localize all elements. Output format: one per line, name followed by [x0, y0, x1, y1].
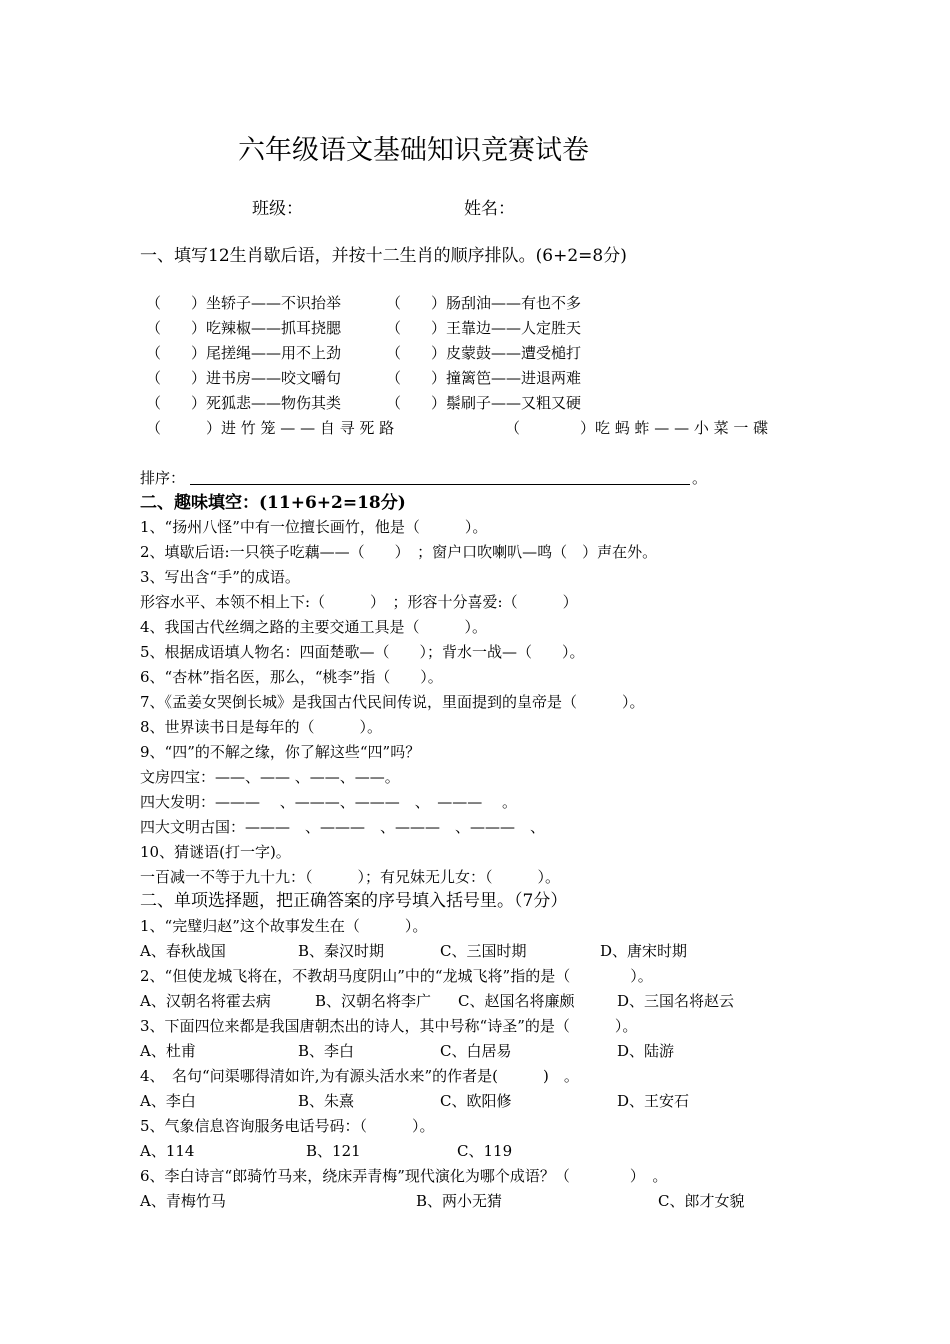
choice-option: B、朱熹	[298, 1092, 355, 1110]
choice-question-3: 3、下面四位来都是我国唐朝杰出的诗人，其中号称“诗圣”的是（ ）。	[140, 1017, 638, 1035]
order-label: 排序：	[140, 469, 186, 487]
proverb-left-4: （ ）进书房——咬文嚼句	[146, 369, 342, 387]
section1-heading: 一、填写12生肖歇后语，并按十二生肖的顺序排队。(6+2=8分)	[140, 246, 627, 266]
fill-line-11: 文房四宝：——、—— 、——、——。	[140, 768, 400, 786]
choice-option: C、119	[457, 1142, 513, 1160]
choice-option: B、李白	[298, 1042, 355, 1060]
order-end: 。	[692, 469, 708, 487]
choice-option: B、121	[306, 1142, 361, 1160]
order-answer-line[interactable]	[190, 484, 690, 485]
proverb-right-3: （ ）皮蒙鼓——遭受槌打	[386, 344, 582, 362]
fill-line-5: 4、我国古代丝绸之路的主要交通工具是（ ）。	[140, 618, 488, 636]
choice-option: D、三国名将赵云	[617, 992, 735, 1010]
fill-line-8: 7、《孟姜女哭倒长城》是我国古代民间传说，里面提到的皇帝是（ ）。	[140, 693, 645, 711]
fill-line-7: 6、“杏林”指名医，那么，“桃李”指（ ）。	[140, 668, 443, 686]
proverb-left-1: （ ）坐轿子——不识抬举	[146, 294, 342, 312]
choice-question-6: 6、李白诗言“郎骑竹马来，绕床弄青梅”现代演化为哪个成语？（ ） 。	[140, 1167, 668, 1185]
proverb-right-6: （ ）吃 蚂 蚱 — — 小 菜 一 碟	[505, 419, 769, 437]
section2-heading: 二、趣味填空：(11+6+2=18分)	[140, 493, 406, 513]
fill-line-3: 3、写出含“手”的成语。	[140, 568, 300, 586]
choice-option: A、李白	[140, 1092, 196, 1110]
choice-question-2: 2、“但使龙城飞将在，不教胡马度阴山”中的“龙城飞将”指的是（ ）。	[140, 967, 653, 985]
choice-option: B、汉朝名将李广	[315, 992, 432, 1010]
proverb-left-5: （ ）死狐悲——物伤其类	[146, 394, 342, 412]
name-label: 姓名：	[464, 199, 515, 219]
choice-option: D、陆游	[617, 1042, 675, 1060]
section3-heading: 二、单项选择题，把正确答案的序号填入括号里。（7分）	[140, 891, 568, 911]
choice-option: B、两小无猜	[416, 1192, 503, 1210]
fill-line-15: 一百减一不等于九十九：（ ）；有兄妹无儿女：（ ）。	[140, 868, 561, 886]
choice-option: C、白居易	[440, 1042, 512, 1060]
choice-option: A、汉朝名将霍去病	[140, 992, 271, 1010]
choice-option: B、秦汉时期	[298, 942, 385, 960]
proverb-right-5: （ ）鬃刷子——又粗又硬	[386, 394, 582, 412]
fill-line-2: 2、填歇后语:一只筷子吃藕——（ ） ；窗户口吹喇叭—鸣（ ）声在外。	[140, 543, 658, 561]
fill-line-4: 形容水平、本领不相上下:（ ） ；形容十分喜爱:（ ）	[140, 593, 578, 611]
choice-option: A、青梅竹马	[140, 1192, 226, 1210]
class-label: 班级：	[252, 199, 303, 219]
fill-line-6: 5、根据成语填人物名：四面楚歌—（ ）；背水一战—（ ）。	[140, 643, 585, 661]
page-title: 六年级语文基础知识竞赛试卷	[238, 135, 589, 166]
choice-question-1: 1、“完璧归赵”这个故事发生在（ ）。	[140, 917, 428, 935]
fill-line-10: 9、“四”的不解之缘，你了解这些“四”吗？	[140, 743, 421, 761]
proverb-left-3: （ ）尾搓绳——用不上劲	[146, 344, 342, 362]
choice-option: D、王安石	[617, 1092, 690, 1110]
fill-line-14: 10、猜谜语(打一字)。	[140, 843, 291, 861]
fill-line-12: 四大发明：——— 、———、——— 、 ——— 。	[140, 793, 518, 811]
proverb-right-2: （ ）王靠边——人定胜天	[386, 319, 582, 337]
fill-line-13: 四大文明古国：——— 、——— 、——— 、——— 、	[140, 818, 546, 836]
choice-option: C、赵国名将廉颇	[458, 992, 575, 1010]
proverb-right-4: （ ）撞篱笆——进退两难	[386, 369, 582, 387]
proverb-left-2: （ ）吃辣椒——抓耳挠腮	[146, 319, 342, 337]
fill-line-1: 1、“扬州八怪”中有一位擅长画竹，他是（ ）。	[140, 518, 488, 536]
choice-question-4: 4、 名句“问渠哪得清如许,为有源头活水来”的作者是( ) 。	[140, 1067, 579, 1085]
proverb-left-6: （ ）进 竹 笼 — — 自 寻 死 路	[146, 419, 395, 437]
choice-option: C、三国时期	[440, 942, 527, 960]
choice-option: C、欧阳修	[440, 1092, 512, 1110]
choice-option: C、郎才女貌	[658, 1192, 745, 1210]
fill-line-9: 8、世界读书日是每年的（ ）。	[140, 718, 383, 736]
choice-option: D、唐宋时期	[600, 942, 688, 960]
choice-question-5: 5、气象信息咨询服务电话号码：（ ）。	[140, 1117, 435, 1135]
proverb-right-1: （ ）肠刮油——有也不多	[386, 294, 582, 312]
choice-option: A、杜甫	[140, 1042, 196, 1060]
choice-option: A、114	[140, 1142, 195, 1160]
choice-option: A、春秋战国	[140, 942, 226, 960]
